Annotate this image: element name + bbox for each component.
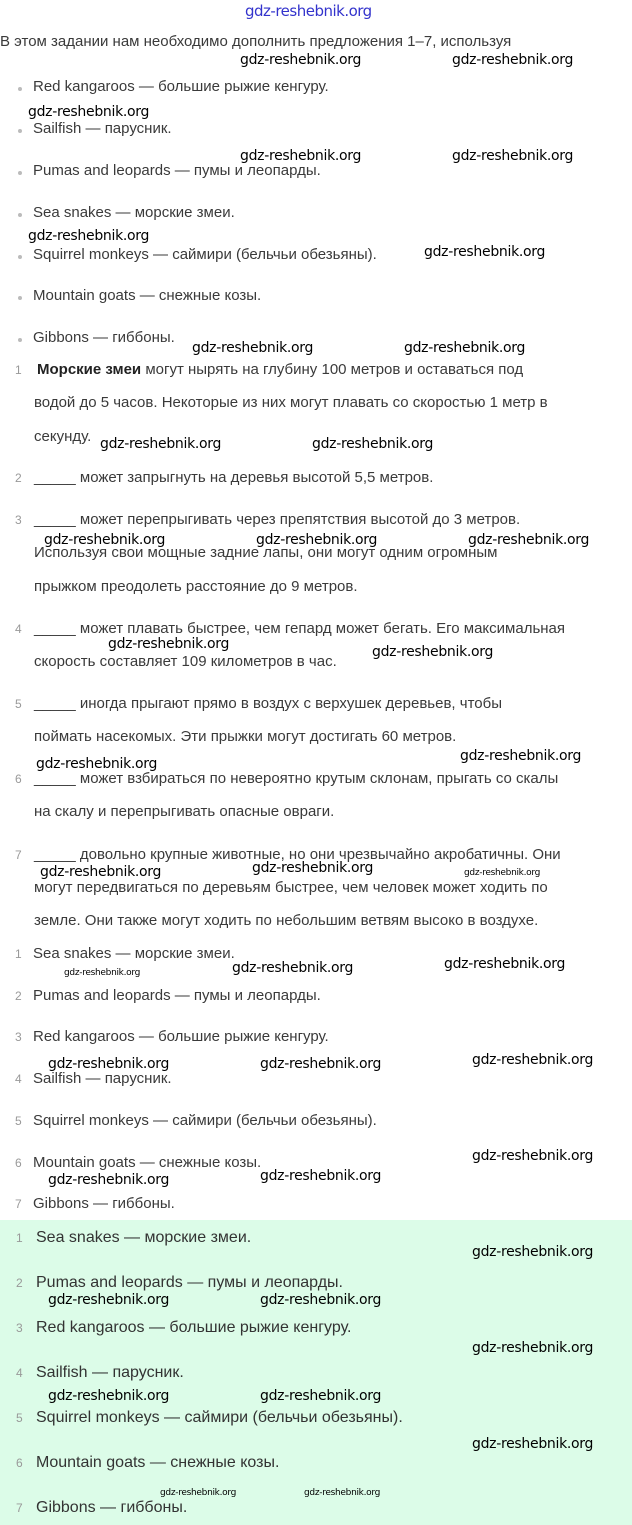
- task-1-line: секунду.: [34, 428, 92, 445]
- bullet-dot: [18, 213, 22, 217]
- answer-item: Mountain goats — снежные козы.: [33, 1154, 262, 1171]
- watermark: gdz-reshebnik.org: [44, 532, 166, 548]
- task-5-line: поймать насекомых. Эти прыжки могут достигать 60 метров.: [34, 728, 457, 745]
- list-item: Gibbons — гиббоны.: [33, 329, 175, 346]
- task-4-line: _____ может плавать быстрее, чем гепард может бегать. Его максимальная: [34, 620, 566, 637]
- answer-item: Sailfish — парусник.: [33, 1070, 172, 1087]
- watermark: gdz-reshebnik.org: [48, 1388, 170, 1404]
- item-number: 5: [16, 1411, 23, 1425]
- task-2-line: _____ может запрыгнуть на деревья высотой 5,5 метров.: [34, 469, 434, 486]
- bullet-dot: [18, 338, 22, 342]
- watermark: gdz-reshebnik.org: [444, 956, 566, 972]
- item-number: 4: [15, 622, 22, 636]
- task-6-line: _____ может взбираться по невероятно крутым склонам, прыгать со скалы: [34, 770, 559, 787]
- watermark: gdz-reshebnik.org: [468, 532, 590, 548]
- watermark: gdz-reshebnik.org: [160, 1488, 237, 1498]
- intro-text: В этом задании нам необходимо дополнить предложения 1–7, используя: [0, 33, 512, 50]
- watermark: gdz-reshebnik.org: [232, 960, 354, 976]
- watermark: gdz-reshebnik.org: [460, 748, 582, 764]
- watermark: gdz-reshebnik.org: [192, 340, 314, 356]
- bullet-dot: [18, 171, 22, 175]
- task-5-line: _____ иногда прыгают прямо в воздух с верхушек деревьев, чтобы: [34, 695, 502, 712]
- item-number: 2: [15, 471, 22, 485]
- watermark: gdz-reshebnik.org: [256, 532, 378, 548]
- watermark: gdz-reshebnik.org: [472, 1340, 594, 1356]
- answer-item: Gibbons — гиббоны.: [33, 1195, 175, 1212]
- watermark: gdz-reshebnik.org: [464, 868, 541, 878]
- list-item: Pumas and leopards — пумы и леопарды.: [33, 162, 321, 179]
- task-6-line: на скалу и перепрыгивать опасные овраги.: [34, 803, 335, 820]
- task-4-line: скорость составляет 109 километров в час.: [34, 653, 337, 670]
- answer-item: Sailfish — парусник.: [36, 1364, 184, 1381]
- item-number: 1: [16, 1231, 23, 1245]
- watermark: gdz-reshebnik.org: [260, 1292, 382, 1308]
- watermark: gdz-reshebnik.org: [100, 436, 222, 452]
- answer-item: Sea snakes — морские змеи.: [36, 1229, 252, 1246]
- item-number: 6: [15, 772, 22, 786]
- list-item: Red kangaroos — большие рыжие кенгуру.: [33, 78, 329, 95]
- watermark: gdz-reshebnik.org: [304, 1488, 381, 1498]
- watermark: gdz-reshebnik.org: [108, 636, 230, 652]
- watermark: gdz-reshebnik.org: [472, 1436, 594, 1452]
- watermark: gdz-reshebnik.org: [28, 104, 150, 120]
- item-number: 7: [15, 1197, 22, 1211]
- watermark: gdz-reshebnik.org: [36, 756, 158, 772]
- item-number: 5: [15, 1114, 22, 1128]
- list-item: Squirrel monkeys — саймири (бельчьи обезьяны).: [33, 246, 377, 263]
- watermark: gdz-reshebnik.org: [452, 52, 574, 68]
- bold-answer: Морские змеи: [37, 361, 142, 378]
- watermark: gdz-reshebnik.org: [252, 860, 374, 876]
- task-text: могут нырять на глубину 100 метров и оставаться под: [141, 361, 524, 378]
- answer-item: Red kangaroos — большие рыжие кенгуру.: [36, 1319, 352, 1336]
- item-number: 2: [16, 1276, 23, 1290]
- watermark: gdz-reshebnik.org: [240, 52, 362, 68]
- watermark: gdz-reshebnik.org: [40, 864, 162, 880]
- task-7-line: могут передвигаться по деревьям быстрее, чем человек может ходить по: [34, 879, 548, 896]
- watermark: gdz-reshebnik.org: [472, 1244, 594, 1260]
- watermark-top: gdz-reshebnik.org: [245, 2, 372, 20]
- bullet-dot: [18, 296, 22, 300]
- item-number: 3: [15, 513, 22, 527]
- bullet-dot: [18, 255, 22, 259]
- task-3-line: Используя свои мощные задние лапы, они могут одним огромным: [34, 544, 498, 561]
- watermark: gdz-reshebnik.org: [424, 244, 546, 260]
- watermark: gdz-reshebnik.org: [452, 148, 574, 164]
- list-item: Sea snakes — морские змеи.: [33, 204, 235, 221]
- item-number: 3: [16, 1321, 23, 1335]
- answer-item: Squirrel monkeys — саймири (бельчьи обезьяны).: [36, 1409, 403, 1426]
- watermark: gdz-reshebnik.org: [404, 340, 526, 356]
- item-number: 6: [16, 1456, 23, 1470]
- item-number: 4: [16, 1366, 23, 1380]
- task-3-line: прыжком преодолеть расстояние до 9 метров.: [34, 578, 358, 595]
- watermark: gdz-reshebnik.org: [48, 1292, 170, 1308]
- answer-item: Pumas and leopards — пумы и леопарды.: [36, 1274, 343, 1291]
- watermark: gdz-reshebnik.org: [472, 1052, 594, 1068]
- task-7-line: _____ довольно крупные животные, но они чрезвычайно акробатичны. Они: [34, 846, 561, 863]
- watermark: gdz-reshebnik.org: [260, 1168, 382, 1184]
- watermark: gdz-reshebnik.org: [472, 1148, 594, 1164]
- watermark: gdz-reshebnik.org: [312, 436, 434, 452]
- task-1-line: [37, 360, 523, 380]
- list-item: Sailfish — парусник.: [33, 120, 172, 137]
- item-number: 1: [15, 947, 22, 961]
- answer-item: Pumas and leopards — пумы и леопарды.: [33, 987, 321, 1004]
- watermark: gdz-reshebnik.org: [48, 1172, 170, 1188]
- bullet-dot: [18, 129, 22, 133]
- task-3-line: _____ может перепрыгивать через препятствия высотой до 3 метров.: [34, 511, 521, 528]
- answer-item: Mountain goats — снежные козы.: [36, 1454, 280, 1471]
- answer-item: Squirrel monkeys — саймири (бельчьи обезьяны).: [33, 1112, 377, 1129]
- answer-item: Red kangaroos — большие рыжие кенгуру.: [33, 1028, 329, 1045]
- item-number: 3: [15, 1030, 22, 1044]
- item-number: 7: [16, 1501, 23, 1515]
- list-item: Mountain goats — снежные козы.: [33, 287, 262, 304]
- item-number: 2: [15, 989, 22, 1003]
- item-number: 5: [15, 697, 22, 711]
- answer-item: Gibbons — гиббоны.: [36, 1499, 188, 1516]
- item-number: 6: [15, 1156, 22, 1170]
- task-7-line: земле. Они также могут ходить по небольшим ветвям высоко в воздухе.: [34, 912, 539, 929]
- watermark: gdz-reshebnik.org: [28, 228, 150, 244]
- watermark: gdz-reshebnik.org: [64, 968, 141, 978]
- item-number: 4: [15, 1072, 22, 1086]
- watermark: gdz-reshebnik.org: [260, 1056, 382, 1072]
- answer-item: Sea snakes — морские змеи.: [33, 945, 235, 962]
- watermark: gdz-reshebnik.org: [372, 644, 494, 660]
- watermark: gdz-reshebnik.org: [240, 148, 362, 164]
- watermark: gdz-reshebnik.org: [260, 1388, 382, 1404]
- task-1-line: водой до 5 часов. Некоторые из них могут плавать со скоростью 1 метр в: [34, 394, 548, 411]
- item-number: 1: [15, 363, 22, 377]
- item-number: 7: [15, 848, 22, 862]
- bullet-dot: [18, 87, 22, 91]
- watermark: gdz-reshebnik.org: [48, 1056, 170, 1072]
